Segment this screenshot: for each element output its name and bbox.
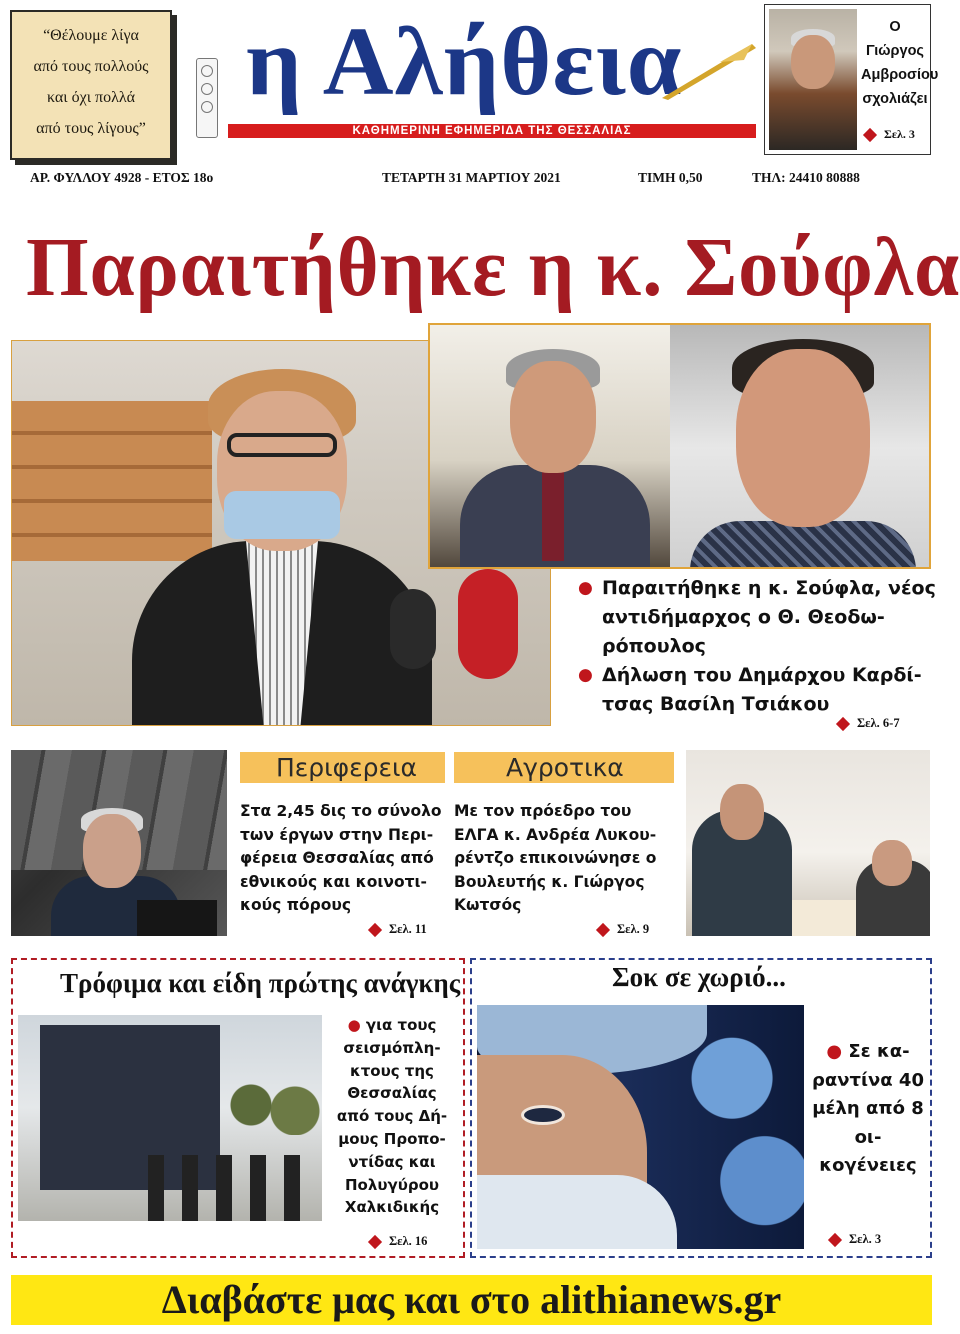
issue-price: ΤΙΜΗ 0,50 bbox=[638, 170, 703, 185]
diamond-icon bbox=[828, 1233, 842, 1247]
shock-story-title[interactable]: Σοκ σε χωριό... bbox=[612, 962, 786, 992]
motto-box bbox=[10, 10, 172, 160]
region-story-text[interactable]: Στα 2,45 δις το σύνολο των έργων στην Περι-φέρεια Θεσσαλίας από εθνικούς και κοινοτι-κούς πόρους bbox=[240, 802, 442, 914]
motto-line: από τους πολλούς bbox=[33, 58, 149, 75]
newspaper-subtitle: ΚΑΘΗΜΕΡΙΝΗ ΕΦΗΜΕΡΙΔΑ ΤΗΣ ΘΕΣΣΑΛΙΑΣ bbox=[228, 124, 756, 138]
motto-line: “Θέλουμε λίγα bbox=[43, 27, 139, 44]
food-aid-page-ref: Σελ. 16 bbox=[370, 1234, 427, 1249]
main-headline[interactable]: Παραιτήθηκε η κ. Σούφλα bbox=[26, 221, 960, 314]
lead-bullet: ● Παραιτήθηκε η κ. Σούφλα, νέος αντιδήμαρχος ο Θ. Θεοδω-ρόπουλος bbox=[578, 574, 938, 661]
lead-bullets[interactable] bbox=[578, 574, 938, 719]
food-aid-title[interactable]: Τρόφιμα και είδη πρώτης ανάγκης bbox=[60, 968, 461, 998]
lead-bullet: ● Δήλωση του Δημάρχου Καρδί-τσας Βασίλη Τσιάκου bbox=[578, 661, 938, 719]
columnist-name: Ο Γιώργος Αμβροσίου σχολιάζει bbox=[861, 19, 939, 107]
agro-story-text[interactable]: Με τον πρόεδρο του ΕΛΓΑ κ. Ανδρέα Λυκου-ρέντζο επικοινώνησε ο Βουλευτής κ. Γιώργος Κωτσός bbox=[454, 802, 657, 914]
columnist-page-ref: Σελ. 3 bbox=[865, 127, 915, 142]
diamond-icon bbox=[368, 1235, 382, 1249]
section-tab-agro[interactable]: Αγροτικα bbox=[454, 752, 674, 783]
website-banner[interactable]: Διαβάστε μας και στο alithianews.gr bbox=[11, 1275, 932, 1325]
diamond-icon bbox=[863, 128, 877, 142]
motto-line: από τους λίγους” bbox=[36, 120, 146, 137]
columnist-photo bbox=[769, 9, 857, 150]
newspaper-logo: η Αλήθεια bbox=[246, 8, 683, 116]
bullet-icon: ● bbox=[347, 1016, 361, 1034]
diamond-icon bbox=[368, 923, 382, 937]
virus-photo[interactable] bbox=[477, 1005, 804, 1249]
diamond-icon bbox=[596, 923, 610, 937]
food-aid-text: ● για τους σεισμόπλη-κτους της Θεσσαλίας από τους Δή-μους Προπο-ντίδας και Πολυγύρου Χαλκιδικής bbox=[336, 1016, 448, 1217]
section-tab-region[interactable]: Περιφερεια bbox=[240, 752, 445, 783]
quill-icon bbox=[660, 40, 760, 100]
officials-photo[interactable] bbox=[428, 323, 931, 569]
food-aid-photo[interactable] bbox=[18, 1015, 322, 1221]
agro-page-ref: Σελ. 9 bbox=[598, 922, 649, 937]
diamond-icon bbox=[836, 717, 850, 731]
region-photo[interactable] bbox=[11, 750, 227, 936]
motto-line: και όχι πολλά bbox=[47, 89, 135, 106]
issue-number: ΑΡ. ΦΥΛΛΟΥ 4928 - ΕΤΟΣ 18ο bbox=[30, 170, 214, 185]
lead-page-ref: Σελ. 6-7 bbox=[838, 716, 900, 731]
shock-story-text: ● Σε κα-ραντίνα 40 μέλη από 8 οι-κογένειες bbox=[812, 1041, 924, 1176]
bullet-icon: ● bbox=[826, 1041, 843, 1062]
columnist-box[interactable] bbox=[764, 4, 939, 155]
agro-photo[interactable] bbox=[686, 750, 930, 936]
region-page-ref: Σελ. 11 bbox=[370, 922, 427, 937]
shock-story-page-ref: Σελ. 3 bbox=[830, 1232, 881, 1247]
issue-date: ΤΕΤΑΡΤΗ 31 ΜΑΡΤΙΟΥ 2021 bbox=[382, 170, 561, 185]
certification-seal-icon bbox=[196, 58, 218, 138]
contact-phone: ΤΗΛ: 24410 80888 bbox=[752, 170, 860, 185]
